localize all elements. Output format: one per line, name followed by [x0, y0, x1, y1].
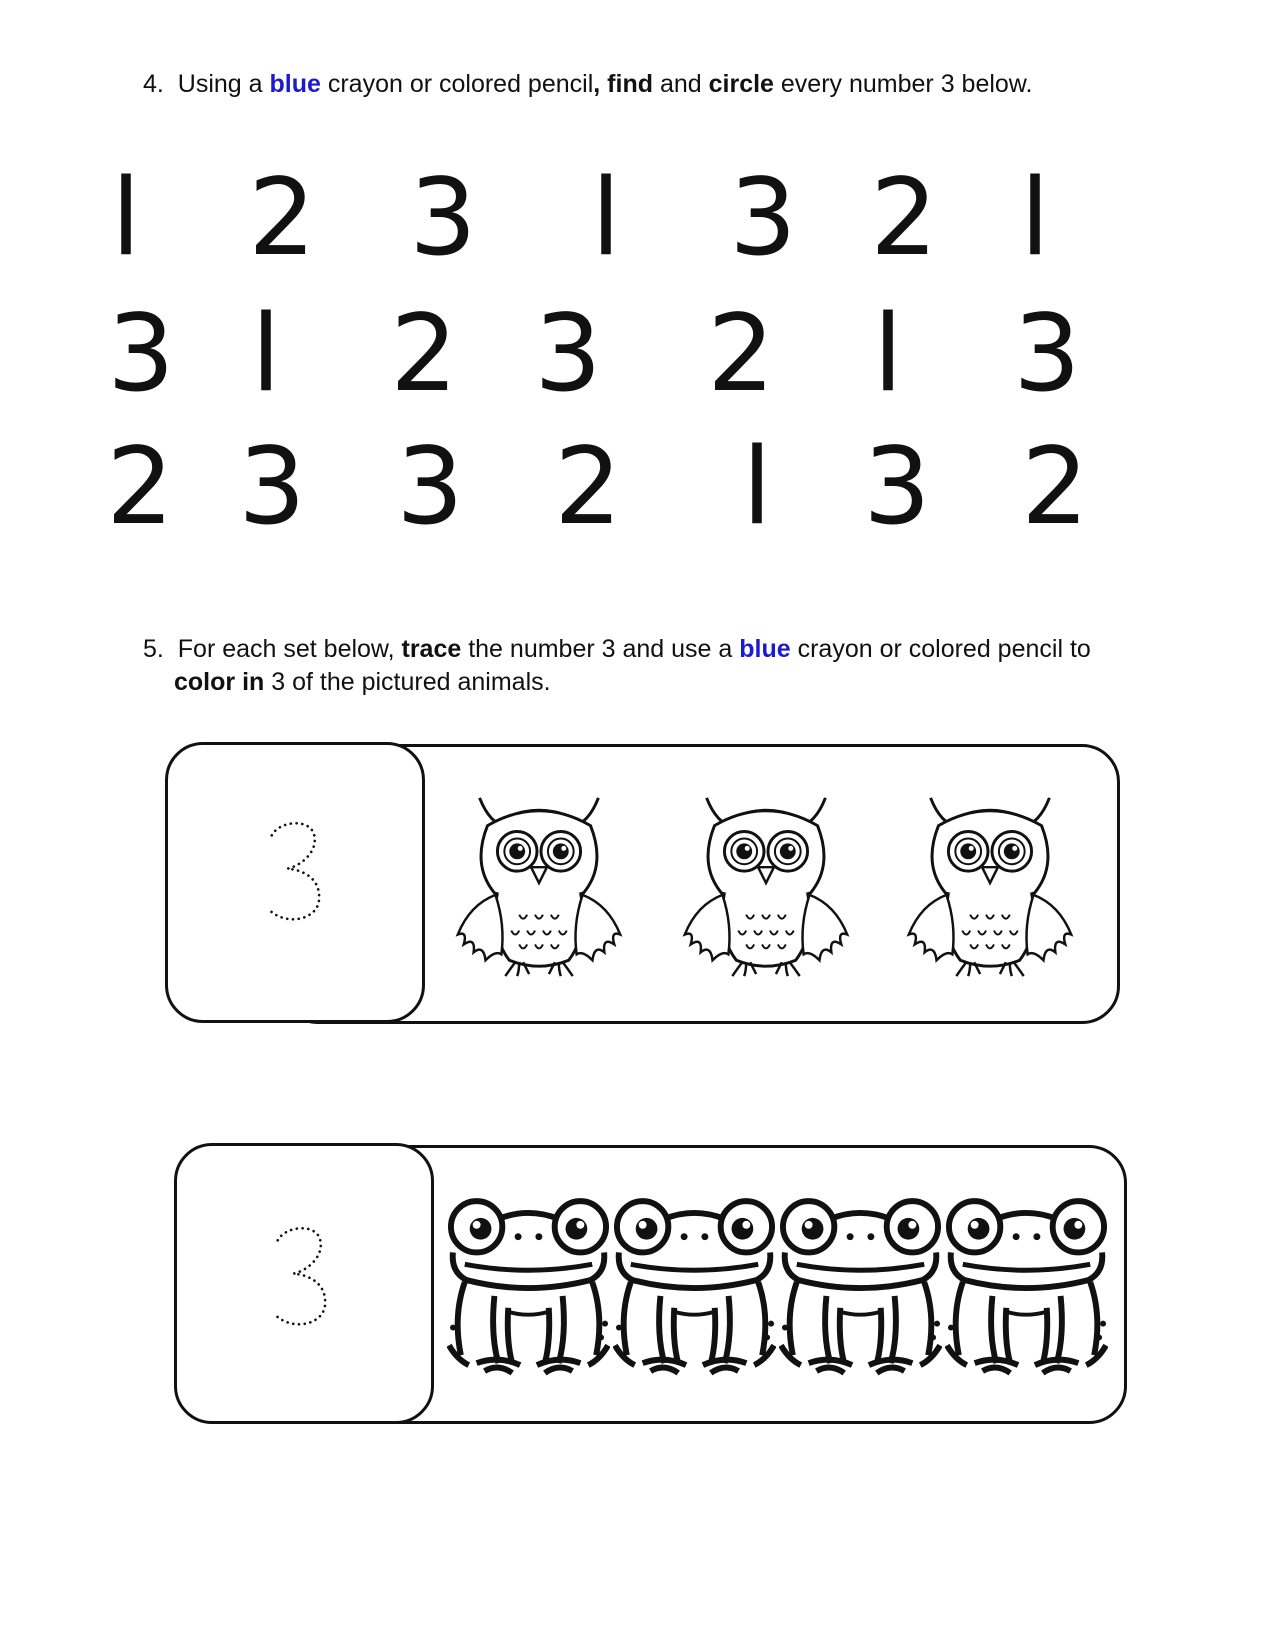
dotted-three-trace[interactable]	[269, 1216, 339, 1340]
keyword-circle: circle	[708, 70, 774, 98]
grid-number[interactable]: l	[873, 292, 903, 415]
keyword-blue: blue	[739, 635, 791, 663]
question-number: 5.	[143, 635, 164, 663]
grid-number[interactable]: 3	[1013, 292, 1081, 415]
grid-number[interactable]: 2	[870, 156, 938, 279]
grid-number[interactable]: l	[742, 425, 772, 548]
trace-box	[174, 1143, 434, 1424]
frog-icon[interactable]	[779, 1196, 942, 1386]
grid-number[interactable]: l	[111, 156, 141, 279]
grid-number[interactable]: 3	[534, 292, 602, 415]
keyword-blue: blue	[269, 70, 321, 98]
grid-number[interactable]: 3	[409, 156, 477, 279]
grid-number[interactable]: 3	[863, 425, 931, 548]
owl-icon[interactable]	[897, 786, 1083, 984]
grid-number[interactable]: 2	[106, 425, 174, 548]
frog-icon[interactable]	[447, 1196, 610, 1386]
grid-number[interactable]: 2	[707, 292, 775, 415]
trace-box	[165, 742, 425, 1023]
grid-number[interactable]: 2	[390, 292, 458, 415]
frog-icon[interactable]	[613, 1196, 776, 1386]
dotted-three-trace[interactable]	[263, 811, 333, 935]
frog-icon[interactable]	[945, 1196, 1108, 1386]
grid-number[interactable]: 3	[729, 156, 797, 279]
grid-number[interactable]: l	[251, 292, 281, 415]
grid-number[interactable]: 2	[554, 425, 622, 548]
grid-number[interactable]: l	[1020, 156, 1050, 279]
grid-number[interactable]: 2	[248, 156, 316, 279]
owl-icon[interactable]	[673, 786, 859, 984]
keyword-find: find	[607, 70, 653, 98]
question-number: 4.	[143, 70, 164, 98]
question-5-instruction: 5. For each set below, trace the number 3 and use a blue crayon or colored pencil to color in 3 of the pictured animals.	[143, 635, 1091, 696]
keyword-color-in: color in	[174, 668, 265, 696]
owl-icon[interactable]	[446, 786, 632, 984]
grid-number[interactable]: 3	[238, 425, 306, 548]
grid-number[interactable]: 2	[1021, 425, 1089, 548]
grid-number[interactable]: 3	[396, 425, 464, 548]
grid-number[interactable]: l	[591, 156, 621, 279]
question-4-instruction: 4. Using a blue crayon or colored pencil, find and circle every number 3 below.	[143, 70, 1033, 98]
grid-number[interactable]: 3	[107, 292, 175, 415]
keyword-trace: trace	[401, 635, 462, 663]
